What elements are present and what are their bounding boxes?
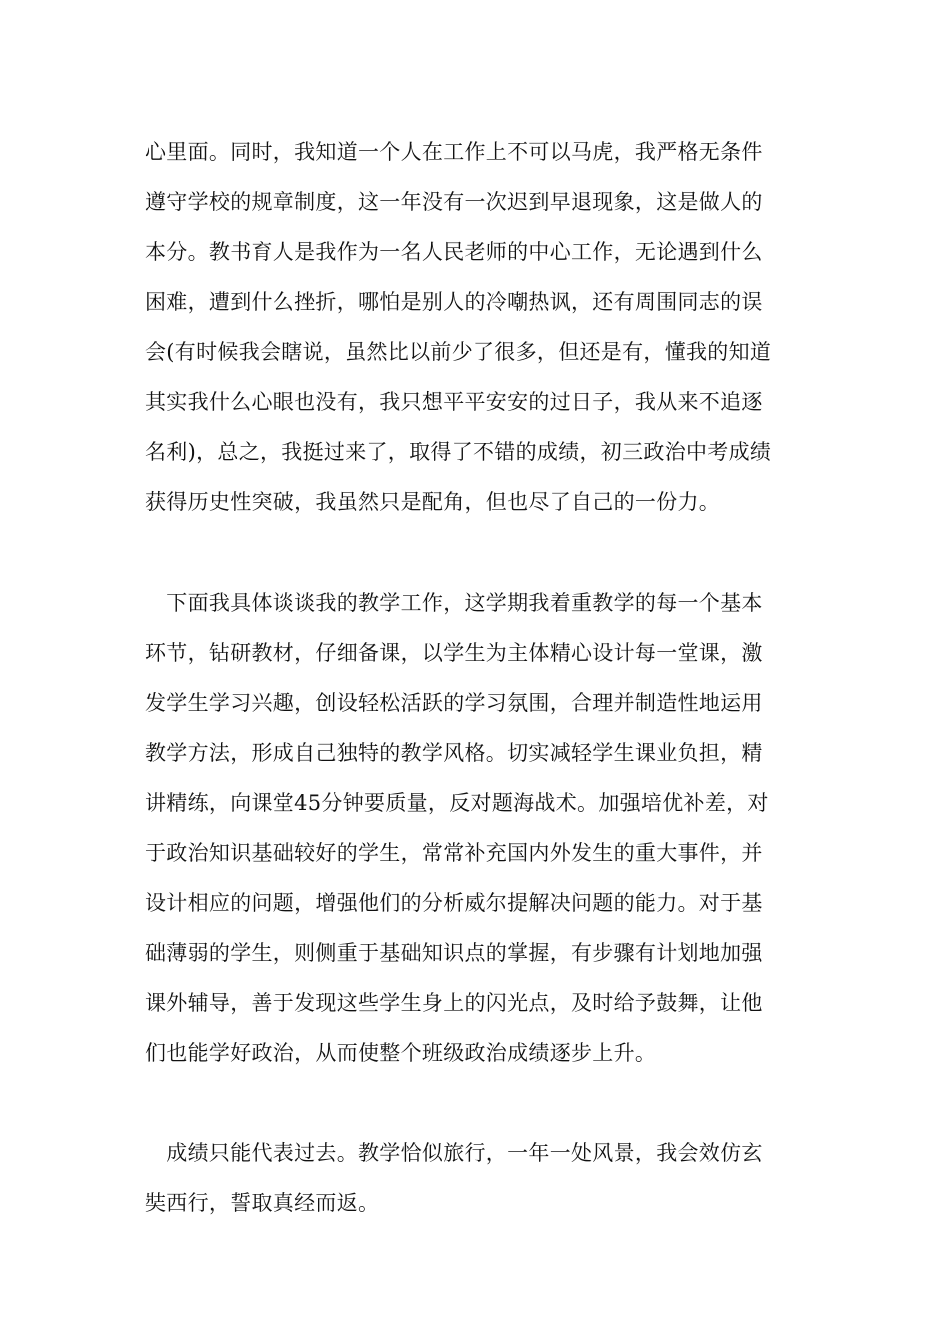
text-line: 讲精练，向课堂45分钟要质量，反对题海战术。加强培优补差，对 xyxy=(145,791,769,815)
text-line: 下面我具体谈谈我的教学工作，这学期我着重教学的每一个基本 xyxy=(145,591,763,615)
text-line: 成绩只能代表过去。教学恰似旅行，一年一处风景，我会效仿玄 xyxy=(145,1141,763,1165)
text-line: 设计相应的问题，增强他们的分析威尔提解决问题的能力。对于基 xyxy=(145,891,763,915)
text-line: 教学方法，形成自己独特的教学风格。切实减轻学生课业负担，精 xyxy=(145,741,763,765)
text-line: 其实我什么心眼也没有，我只想平平安安的过日子，我从来不追逐 xyxy=(145,390,763,414)
text-line: 名利)，总之，我挺过来了，取得了不错的成绩，初三政治中考成绩 xyxy=(145,440,772,464)
text-line: 础薄弱的学生，则侧重于基础知识点的掌握，有步骤有计划地加强 xyxy=(145,941,763,965)
text-line: 心里面。同时，我知道一个人在工作上不可以马虎，我严格无条件 xyxy=(145,140,763,164)
paragraph-3 xyxy=(145,1128,815,1228)
text-line: 于政治知识基础较好的学生，常常补充国内外发生的重大事件，并 xyxy=(145,841,763,865)
text-line: 困难，遭到什么挫折，哪怕是别人的冷嘲热讽，还有周围同志的误 xyxy=(145,290,763,314)
text-line: 奘西行，誓取真经而返。 xyxy=(145,1191,380,1215)
text-line: 们也能学好政治，从而使整个班级政治成绩逐步上升。 xyxy=(145,1041,657,1065)
text-line: 会(有时候我会瞎说，虽然比以前少了很多，但还是有，懂我的知道 xyxy=(145,340,772,364)
text-line: 发学生学习兴趣，创设轻松活跃的学习氛围，合理并制造性地运用 xyxy=(145,691,763,715)
paragraph-2 xyxy=(145,578,815,1078)
text-line: 获得历史性突破，我虽然只是配角，但也尽了自己的一份力。 xyxy=(145,490,721,514)
text-line: 环节，钻研教材，仔细备课，以学生为主体精心设计每一堂课，激 xyxy=(145,641,763,665)
text-line: 遵守学校的规章制度，这一年没有一次迟到早退现象，这是做人的 xyxy=(145,190,763,214)
paragraph-1 xyxy=(145,127,815,527)
text-line: 本分。教书育人是我作为一名人民老师的中心工作，无论遇到什么 xyxy=(145,240,763,264)
text-line: 课外辅导，善于发现这些学生身上的闪光点，及时给予鼓舞，让他 xyxy=(145,991,763,1015)
